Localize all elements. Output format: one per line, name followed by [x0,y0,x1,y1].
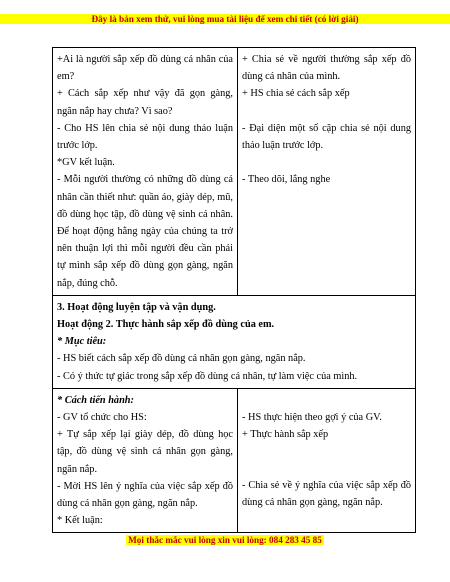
teacher-activity-cell [53,388,238,533]
contact-banner-text: Mọi thắc mắc vui lòng xin vui lòng: 084 283 45 85 [128,535,322,545]
paragraph: +Ai là người sắp xếp đồ dùng cá nhân của em? [57,54,233,83]
paragraph: + Chia sẻ về người thường sắp xếp đồ dùng cá nhân của mình. [242,54,411,83]
paragraph: + HS chia sẻ cách sắp xếp [242,88,350,100]
teacher-activity-cell [53,48,238,296]
paragraph: + Tự sắp xếp lại giày dép, đồ dùng học tập, đồ dùng vệ sinh cá nhân gọn gàng, ngăn nắp. [57,429,233,475]
activity-title: Hoạt động 2. Thực hành sắp xếp đồ dùng của em. [57,319,275,331]
contact-banner [0,535,450,545]
paragraph: - Theo dõi, lắng nghe [242,174,331,186]
paragraph: + Cách sắp xếp như vậy đã gọn gàng, ngăn nắp hay chưa? Vì sao? [57,88,233,117]
paragraph: - Mỗi người thường có những đồ dùng cá nhân cần thiết như: quần áo, giày dép, mũ, đồ dùng học tập, đồ dùng vệ sinh cá nhân. Để hoạt động hằng ngày của chúng ta trở nên thuận lợi thì mỗi người đều cần phải tự mình sắp xếp đồ dùng gọn gàng, ngăn nắp, đúng chỗ. [57,174,233,289]
paragraph: - GV tổ chức cho HS: [57,412,147,424]
table-row [53,388,416,533]
paragraph: - Đại diện một số cặp chia sẻ nội dung thảo luận trước lớp. [242,122,411,151]
preview-banner [0,14,450,24]
paragraph: - Chia sẻ về ý nghĩa của việc sắp xếp đồ dùng cá nhân gọn gàng, ngăn nắp. [242,480,411,509]
paragraph: - HS thực hiện theo gợi ý của GV. [242,411,382,423]
section-title: 3. Hoạt động luyện tập và vận dụng. [57,301,216,313]
student-activity-cell [238,48,416,296]
paragraph: + Thực hành sắp xếp [242,429,329,441]
paragraph: - Mời HS lên ý nghĩa của việc sắp xếp đồ dùng cá nhân gọn gàng, ngăn nắp. [57,480,233,510]
paragraph: * Kết luận: [57,515,103,527]
method-label: * Cách tiến hành: [57,394,134,406]
paragraph: - Cho HS lên chia sẻ nội dung thảo luận trước lớp. [57,122,233,152]
objective-item: - Có ý thức tự giác trong sắp xếp đồ dùng cá nhân, tự làm việc của mình. [57,370,358,382]
objective-item: - HS biết cách sắp xếp đồ dùng cá nhân gọn gàng, ngăn nắp. [57,353,306,365]
objective-label: * Mục tiêu: [57,336,107,348]
paragraph: *GV kết luận. [57,157,115,169]
student-activity-cell [238,388,416,533]
preview-banner-text: Đây là bản xem thử, vui lòng mua tài liệu để xem chi tiết (có lời giải) [91,14,359,24]
section-cell [53,295,416,388]
lesson-table [52,47,416,533]
table-row [53,295,416,388]
table-row [53,48,416,296]
